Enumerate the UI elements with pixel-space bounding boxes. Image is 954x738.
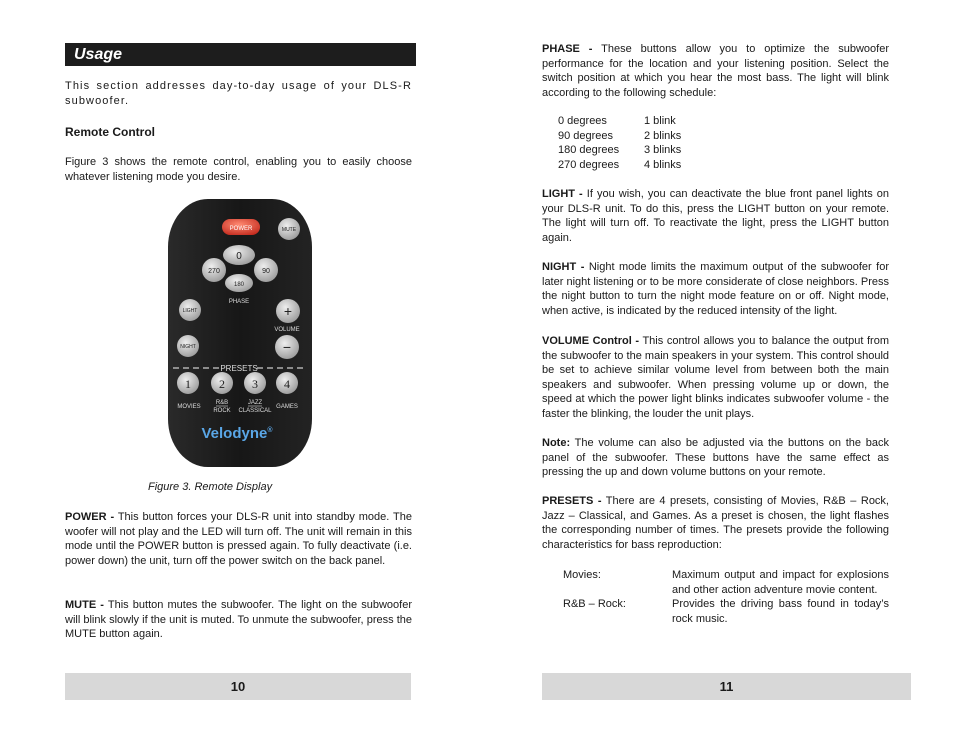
phase-180-label: 180 xyxy=(233,282,245,288)
phase-90-button[interactable] xyxy=(254,258,278,282)
night-lead: NIGHT - xyxy=(542,261,585,273)
light-lead: LIGHT - xyxy=(542,188,583,200)
volume-label: VOLUME xyxy=(274,327,300,333)
note-paragraph xyxy=(542,436,889,480)
phase-0-label: 0 xyxy=(236,251,242,262)
preset-row xyxy=(563,568,889,597)
night-text: Night mode limits the maximum output of the subwoofer for later night listening or to be more considerate of close neighbors. Press the night button to turn the night mode feature on or off. Night mode, when active, is indicated by the reduced intensity of the light. xyxy=(542,261,889,317)
phase-270-button[interactable] xyxy=(202,258,226,282)
preset-1-label: 1 xyxy=(185,377,191,391)
page-number-left: 10 xyxy=(65,673,411,700)
preset-4-label: 4 xyxy=(284,377,290,391)
light-button-label: LIGHT xyxy=(182,308,198,314)
schedule-degrees: 180 degrees xyxy=(558,144,620,157)
preset-2-button[interactable] xyxy=(211,372,233,394)
schedule-row xyxy=(558,158,681,173)
velodyne-logo: Velodyne® xyxy=(201,425,273,442)
preset-games-label: GAMES xyxy=(276,404,298,410)
phase-label: PHASE xyxy=(228,299,250,305)
phase-180-button[interactable] xyxy=(225,274,253,292)
schedule-degrees: 270 degrees xyxy=(558,158,620,171)
power-paragraph xyxy=(65,510,412,568)
power-button-label: POWER xyxy=(229,226,253,232)
volume-down-label: − xyxy=(282,339,292,355)
night-paragraph xyxy=(542,260,889,318)
night-button[interactable] xyxy=(177,335,199,357)
volume-text: This control allows you to balance the output from the subwoofer to the main speakers in your system. This control should be set to achieve similar volume level from between both the main speakers and subwoofer. When pressing volume up or down, the speed at which the power light blinks indicates subwoofer volume - the faster the blinking, the louder the unit plays. xyxy=(542,335,889,420)
mute-text: This button mutes the subwoofer. The light on the subwoofer will blink slowly if the unit is muted. To unmute the subwoofer, press the MUTE button again. xyxy=(65,599,412,641)
figure-caption: Figure 3. Remote Display xyxy=(148,481,273,493)
phase-0-button[interactable] xyxy=(223,245,255,265)
schedule-blinks: 2 blinks xyxy=(644,129,682,142)
power-lead: POWER - xyxy=(65,511,115,523)
preset-rb-label: R&B xyxy=(215,400,229,406)
preset-1-button[interactable] xyxy=(177,372,199,394)
volume-lead: VOLUME Control - xyxy=(542,335,640,347)
mute-lead: MUTE - xyxy=(65,599,104,611)
preset-name: Movies: xyxy=(563,569,601,581)
preset-row xyxy=(563,597,889,626)
light-button[interactable] xyxy=(179,299,201,321)
intro-paragraph: This section addresses day-to-day usage of your DLS-R subwoofer. xyxy=(65,80,412,107)
presets-text: There are 4 presets, consisting of Movies, R&B – Rock, Jazz – Classical, and Games. As a preset is chosen, the light flashes the corresponding number of times. The presets provide the following characteristics for bass reproduction: xyxy=(542,495,889,551)
schedule-row xyxy=(558,129,681,144)
presets-paragraph xyxy=(542,494,889,552)
power-text: This button forces your DLS-R unit into standby mode. The woofer will not play and the LED will turn off. The unit will remain in this mode until the POWER button is pressed again. To fully deactivate (i.e. power down) the unit, turn off the power switch on the back panel. xyxy=(65,511,412,567)
preset-2-label: 2 xyxy=(219,377,225,391)
night-button-label: NIGHT xyxy=(180,344,196,350)
presets-list xyxy=(563,568,889,626)
preset-movies-label: MOVIES xyxy=(177,404,201,410)
mute-button-label: MUTE xyxy=(281,227,297,233)
phase-text: These buttons allow you to optimize the subwoofer performance for the location and your listening position. Select the switch position at which you hear the most bass. The light will blink according to the following schedule: xyxy=(542,43,889,99)
presets-label: PRESETS xyxy=(220,364,258,373)
remote-control-image xyxy=(165,197,315,470)
schedule-row xyxy=(558,114,681,129)
right-page xyxy=(542,0,889,738)
section-title: Usage xyxy=(65,43,416,66)
left-page xyxy=(65,0,415,738)
mute-paragraph xyxy=(65,598,412,642)
volume-paragraph xyxy=(542,334,889,422)
preset-description: Provides the driving bass found in today’s rock music. xyxy=(672,598,889,625)
phase-270-label: 270 xyxy=(208,268,220,275)
preset-3-label: 3 xyxy=(252,377,258,391)
light-text: If you wish, you can deactivate the blue front panel lights on your DLS-R unit. To do this, press the LIGHT button on your remote. The light will turn off. To reactivate the light, press the LIGHT button again. xyxy=(542,188,889,244)
light-paragraph xyxy=(542,187,889,245)
schedule-blinks: 4 blinks xyxy=(644,158,682,171)
schedule-degrees: 90 degrees xyxy=(558,129,614,142)
remote-paragraph: Figure 3 shows the remote control, enabling you to easily choose whatever listening mode you desire. xyxy=(65,156,412,183)
mute-button[interactable] xyxy=(278,218,300,240)
note-lead: Note: xyxy=(542,437,571,449)
preset-3-button[interactable] xyxy=(244,372,266,394)
preset-description: Maximum output and impact for explosions and other action adventure movie content. xyxy=(672,569,889,596)
page-number-right: 11 xyxy=(542,673,911,700)
preset-jazz-label: JAZZ xyxy=(247,400,263,406)
volume-up-button[interactable] xyxy=(276,299,300,323)
power-button[interactable] xyxy=(222,219,260,235)
schedule-blinks: 3 blinks xyxy=(644,144,682,157)
phase-schedule xyxy=(558,114,681,172)
volume-up-label: + xyxy=(283,303,293,319)
schedule-degrees: 0 degrees xyxy=(558,115,607,127)
preset-classical-label: CLASSICAL xyxy=(238,408,272,414)
phase-90-label: 90 xyxy=(262,268,270,275)
preset-4-button[interactable] xyxy=(276,372,298,394)
schedule-blinks: 1 blink xyxy=(644,115,676,127)
note-text: The volume can also be adjusted via the buttons on the back panel of the subwoofer. These buttons have the same effect as pressing the up and down volume buttons on your remote. xyxy=(542,437,889,479)
remote-control-figure xyxy=(165,197,315,470)
phase-lead: PHASE - xyxy=(542,43,593,55)
remote-control-heading: Remote Control xyxy=(65,125,155,139)
preset-name: R&B – Rock: xyxy=(563,598,626,611)
presets-lead: PRESETS - xyxy=(542,495,602,507)
phase-paragraph xyxy=(542,42,889,100)
preset-rock-label: ROCK xyxy=(213,408,231,414)
schedule-row xyxy=(558,143,681,158)
volume-down-button[interactable] xyxy=(275,335,299,359)
